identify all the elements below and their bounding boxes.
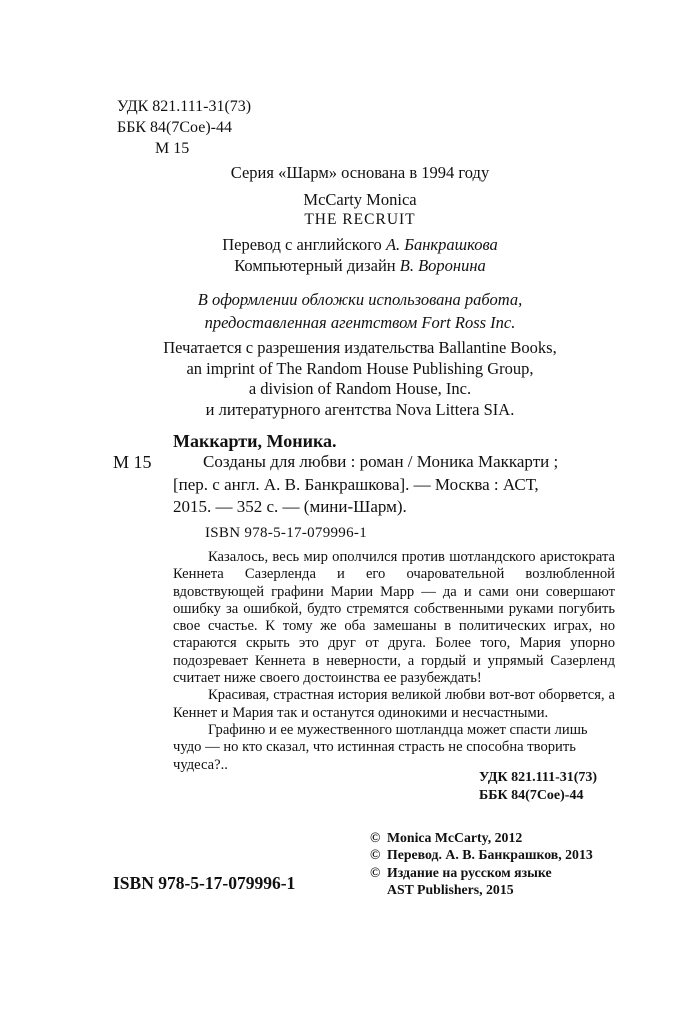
permission-note: [110, 338, 610, 420]
translation-prefix: Перевод с английского: [222, 235, 386, 254]
author-mark: М 15: [155, 140, 190, 157]
credits: [110, 234, 610, 276]
original-title: THE RECRUIT: [304, 211, 416, 228]
series-note: Серия «Шарм» основана в 1994 году: [230, 163, 490, 182]
original-author: McCarty Monica: [303, 190, 417, 209]
footer-codes: [479, 769, 597, 804]
annotation-paragraph: Красивая, страстная история великой любви вот-вот оборвется, а Кеннет и Мария так и останутся одинокими и несчастными.: [173, 687, 615, 721]
catalog-description: [173, 451, 613, 519]
copyright-block: [370, 829, 593, 898]
catalog-code: М 15: [113, 452, 152, 472]
copyright-line: [370, 881, 593, 898]
design-credit: [110, 255, 610, 276]
copyright-icon: ©: [370, 864, 381, 880]
permission-line: Печатается с разрешения издательства Ballantine Books,: [163, 338, 557, 357]
cover-note-line: предоставленная агентством Fort Ross Inc.: [204, 313, 516, 332]
permission-line: a division of Random House, Inc.: [248, 379, 472, 398]
copyright-line: [370, 846, 593, 863]
bbk-code: ББК 84(7Сое)-44: [117, 119, 232, 136]
isbn-bottom: ISBN 978-5-17-079996-1: [113, 873, 296, 893]
designer-name: В. Воронина: [399, 256, 486, 275]
library-codes: [117, 96, 251, 159]
copyright-icon: ©: [370, 830, 381, 845]
catalog-desc-line: Созданы для любви : роман / Моника Маккарти ;: [203, 452, 559, 471]
copyright-line: [370, 829, 593, 846]
translation-credit: [110, 234, 610, 255]
copyright-text: Перевод. А. В. Банкрашков, 2013: [387, 847, 593, 863]
copyright-icon: ©: [370, 847, 381, 863]
design-prefix: Компьютерный дизайн: [234, 256, 400, 275]
cover-note: [110, 288, 610, 334]
catalog-desc-line: [пер. с англ. А. В. Банкрашкова]. — Москва : АСТ,: [173, 474, 539, 494]
catalog-desc-line: 2015. — 352 с. — (мини-Шарм).: [173, 497, 407, 516]
copyright-line: [370, 864, 593, 881]
translator-name: А. Банкрашкова: [385, 235, 498, 254]
cover-note-line: В оформлении обложки использована работа,: [197, 290, 523, 309]
annotation-paragraph: Графиню и ее мужественного шотландца может спасти лишь чудо — но кто сказал, что истинная страсть не способна творить чудеса?..: [173, 721, 588, 773]
footer-bbk: ББК 84(7Сое)-44: [479, 787, 584, 803]
annotation-paragraph: Казалось, весь мир ополчился против шотландского аристократа Кеннета Сазерленда и его очаровательной возлюбленной вдовствующей графини Марии Марр — да и сами они совершают ошибку за ошибкой, будто стремятся собственными руками погубить свое счастье. К тому же оба замешаны в политических играх, но стараются скрыть это друг от друга. Более того, Мария упорно подозревает Кеннета в неверности, а гордый и упрямый Сазерленд считает ниже своего достоинства ее разубеждать!: [173, 549, 615, 687]
catalog-isbn: ISBN 978-5-17-079996-1: [205, 525, 368, 541]
catalog-author-heading: Маккарти, Моника.: [173, 431, 337, 451]
copyright-text: Издание на русском языке: [387, 864, 552, 880]
copyright-text: AST Publishers, 2015: [387, 881, 514, 897]
permission-line: и литературного агентства Nova Littera SIA.: [205, 399, 515, 419]
annotation: [173, 549, 615, 774]
footer-udk: УДК 821.111-31(73): [479, 770, 598, 785]
permission-line: an imprint of The Random House Publishing Group,: [186, 358, 534, 378]
copyright-spacer: [370, 881, 387, 898]
original-edition: [110, 190, 610, 230]
udk-code: УДК 821.111-31(73): [117, 98, 252, 115]
copyright-text: Monica McCarty, 2012: [387, 830, 523, 845]
